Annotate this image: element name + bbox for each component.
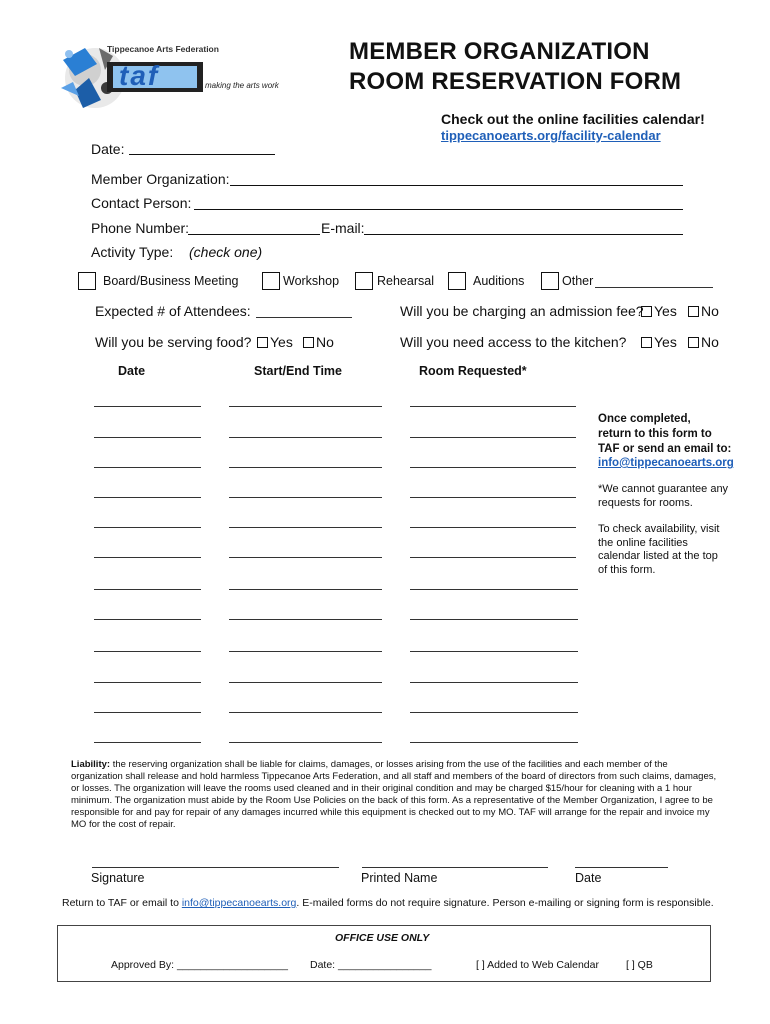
- activity-type-label: Activity Type:: [91, 244, 174, 260]
- office-use-box: [57, 925, 711, 982]
- row-time-field[interactable]: [229, 406, 382, 407]
- email-label: E-mail:: [321, 220, 365, 236]
- row-time-field[interactable]: [229, 619, 382, 620]
- member-org-label: Member Organization:: [91, 171, 230, 187]
- calendar-note: Check out the online facilities calendar!: [441, 111, 705, 127]
- other-checkbox[interactable]: [541, 272, 559, 290]
- kitchen-no-option[interactable]: [688, 334, 719, 350]
- row-room-field[interactable]: [410, 497, 576, 498]
- food-no-label: No: [316, 334, 334, 350]
- logo-org-name: Tippecanoe Arts Federation: [107, 44, 219, 54]
- row-time-field[interactable]: [229, 557, 382, 558]
- row-room-field[interactable]: [410, 437, 576, 438]
- return-email-link[interactable]: info@tippecanoearts.org: [598, 457, 734, 469]
- row-date-field[interactable]: [94, 527, 201, 528]
- row-time-field[interactable]: [229, 589, 382, 590]
- row-date-field[interactable]: [94, 589, 201, 590]
- row-room-field[interactable]: [410, 527, 576, 528]
- kitchen-no-checkbox[interactable]: [688, 337, 699, 348]
- row-time-field[interactable]: [229, 467, 382, 468]
- row-date-field[interactable]: [94, 742, 201, 743]
- admission-no-option[interactable]: [688, 303, 719, 319]
- other-label: Other: [562, 274, 594, 288]
- row-room-field[interactable]: [410, 682, 578, 683]
- admission-yes-checkbox[interactable]: [641, 306, 652, 317]
- printed-name-field[interactable]: [362, 867, 548, 868]
- phone-field[interactable]: [188, 234, 320, 235]
- row-time-field[interactable]: [229, 527, 382, 528]
- return-instructions: [62, 897, 714, 909]
- office-use-title: OFFICE USE ONLY: [335, 932, 430, 944]
- row-room-field[interactable]: [410, 742, 578, 743]
- availability-note: To check availability, visit the online facilities calendar listed at the top of this form.: [598, 523, 720, 576]
- printed-name-label: Printed Name: [361, 871, 438, 885]
- workshop-label: Workshop: [283, 274, 340, 288]
- row-time-field[interactable]: [229, 651, 382, 652]
- attendees-label: Expected # of Attendees:: [95, 303, 251, 319]
- date-field[interactable]: [129, 154, 275, 155]
- return-note-line2: return to this form to: [598, 428, 712, 440]
- row-date-field[interactable]: [94, 682, 201, 683]
- kitchen-yes-label: Yes: [654, 334, 677, 350]
- row-date-field[interactable]: [94, 437, 201, 438]
- form-title-line2: ROOM RESERVATION FORM: [349, 68, 682, 95]
- admission-yes-option[interactable]: [641, 303, 677, 319]
- kitchen-yes-option[interactable]: [641, 334, 677, 350]
- board-meeting-label: Board/Business Meeting: [103, 274, 239, 288]
- return-email[interactable]: info@tippecanoearts.org: [181, 897, 297, 909]
- admission-question: Will you be charging an admission fee?: [400, 303, 644, 319]
- return-prefix: Return to TAF or email to: [62, 897, 182, 909]
- admission-no-label: No: [701, 303, 719, 319]
- board-meeting-checkbox[interactable]: [78, 272, 96, 290]
- row-room-field[interactable]: [410, 619, 578, 620]
- form-title-line1: MEMBER ORGANIZATION: [349, 38, 650, 65]
- row-date-field[interactable]: [94, 557, 201, 558]
- col-header-date: Date: [118, 364, 146, 378]
- auditions-label: Auditions: [473, 274, 525, 288]
- row-room-field[interactable]: [410, 467, 576, 468]
- return-note-line3: TAF or send an email to:: [598, 443, 732, 455]
- qb-check[interactable]: [ ] QB: [626, 959, 653, 971]
- signature-date-field[interactable]: [575, 867, 668, 868]
- row-time-field[interactable]: [229, 712, 382, 713]
- food-yes-option[interactable]: [257, 334, 293, 350]
- kitchen-no-label: No: [701, 334, 719, 350]
- row-date-field[interactable]: [94, 712, 201, 713]
- logo-tagline: making the arts work: [205, 81, 279, 90]
- kitchen-yes-checkbox[interactable]: [641, 337, 652, 348]
- row-time-field[interactable]: [229, 497, 382, 498]
- return-note-line1: Once completed,: [598, 413, 691, 425]
- row-time-field[interactable]: [229, 742, 382, 743]
- email-field[interactable]: [364, 234, 683, 235]
- other-specify-field[interactable]: [595, 287, 713, 288]
- col-header-time: Start/End Time: [254, 364, 342, 378]
- row-time-field[interactable]: [229, 682, 382, 683]
- rehearsal-checkbox[interactable]: [355, 272, 373, 290]
- row-date-field[interactable]: [94, 651, 201, 652]
- food-yes-label: Yes: [270, 334, 293, 350]
- liability-text: the reserving organization shall be liable for claims, damages, or losses arising from the use of the facilities and each member of the organization shall release and hold harmless Tippecanoe Arts Federation, and all staff and members of the board of directors from such claims, damages, or losses. The organization will leave the rooms used cleaned and in their original condition and may be charged $15/hour for cleaning with a 1 hour minimum. The organization must abide by the Room Use Policies on the back of this form. As a representative of the Member Organization, I agree to be responsible for and pay for repair of any damages incurred while this equipment is checked out to my MO. TAF will arrange for the repair and invoice my MO for the cost of repair.: [71, 759, 717, 830]
- attendees-field[interactable]: [256, 317, 352, 318]
- return-suffix: . E-mailed forms do not require signature. Person e-mailing or signing form is responsible.: [296, 897, 714, 909]
- row-date-field[interactable]: [94, 467, 201, 468]
- logo-mark: taf: [119, 60, 160, 91]
- member-org-field[interactable]: [230, 185, 683, 186]
- admission-no-checkbox[interactable]: [688, 306, 699, 317]
- signature-label: Signature: [91, 871, 145, 885]
- row-date-field[interactable]: [94, 619, 201, 620]
- added-web-calendar-check[interactable]: [ ] Added to Web Calendar: [476, 959, 599, 971]
- office-date-field[interactable]: Date: ________________: [310, 959, 432, 971]
- admission-yes-label: Yes: [654, 303, 677, 319]
- signature-field[interactable]: [92, 867, 339, 868]
- approved-by-field[interactable]: Approved By: ___________________: [111, 959, 288, 971]
- row-time-field[interactable]: [229, 437, 382, 438]
- col-header-room: Room Requested*: [419, 364, 527, 378]
- guarantee-note: *We cannot guarantee any requests for rooms.: [598, 483, 729, 509]
- calendar-link[interactable]: tippecanoearts.org/facility-calendar: [441, 128, 661, 143]
- food-question: Will you be serving food?: [95, 334, 252, 350]
- taf-logo: [55, 30, 279, 120]
- contact-person-label: Contact Person:: [91, 195, 192, 211]
- row-room-field[interactable]: [410, 651, 578, 652]
- row-room-field[interactable]: [410, 589, 578, 590]
- row-date-field[interactable]: [94, 406, 201, 407]
- food-no-option[interactable]: [303, 334, 334, 350]
- contact-person-field[interactable]: [194, 209, 683, 210]
- auditions-checkbox[interactable]: [448, 272, 466, 290]
- signature-date-label: Date: [575, 871, 602, 885]
- check-one-hint: (check one): [189, 244, 263, 260]
- liability-label: Liability:: [71, 759, 111, 770]
- row-date-field[interactable]: [94, 497, 201, 498]
- row-room-field[interactable]: [410, 557, 576, 558]
- date-label: Date:: [91, 141, 125, 157]
- workshop-checkbox[interactable]: [262, 272, 280, 290]
- row-room-field[interactable]: [410, 712, 578, 713]
- food-yes-checkbox[interactable]: [257, 337, 268, 348]
- rehearsal-label: Rehearsal: [377, 274, 434, 288]
- kitchen-question: Will you need access to the kitchen?: [400, 334, 627, 350]
- liability-paragraph: [71, 759, 719, 831]
- phone-label: Phone Number:: [91, 220, 190, 236]
- food-no-checkbox[interactable]: [303, 337, 314, 348]
- row-room-field[interactable]: [410, 406, 576, 407]
